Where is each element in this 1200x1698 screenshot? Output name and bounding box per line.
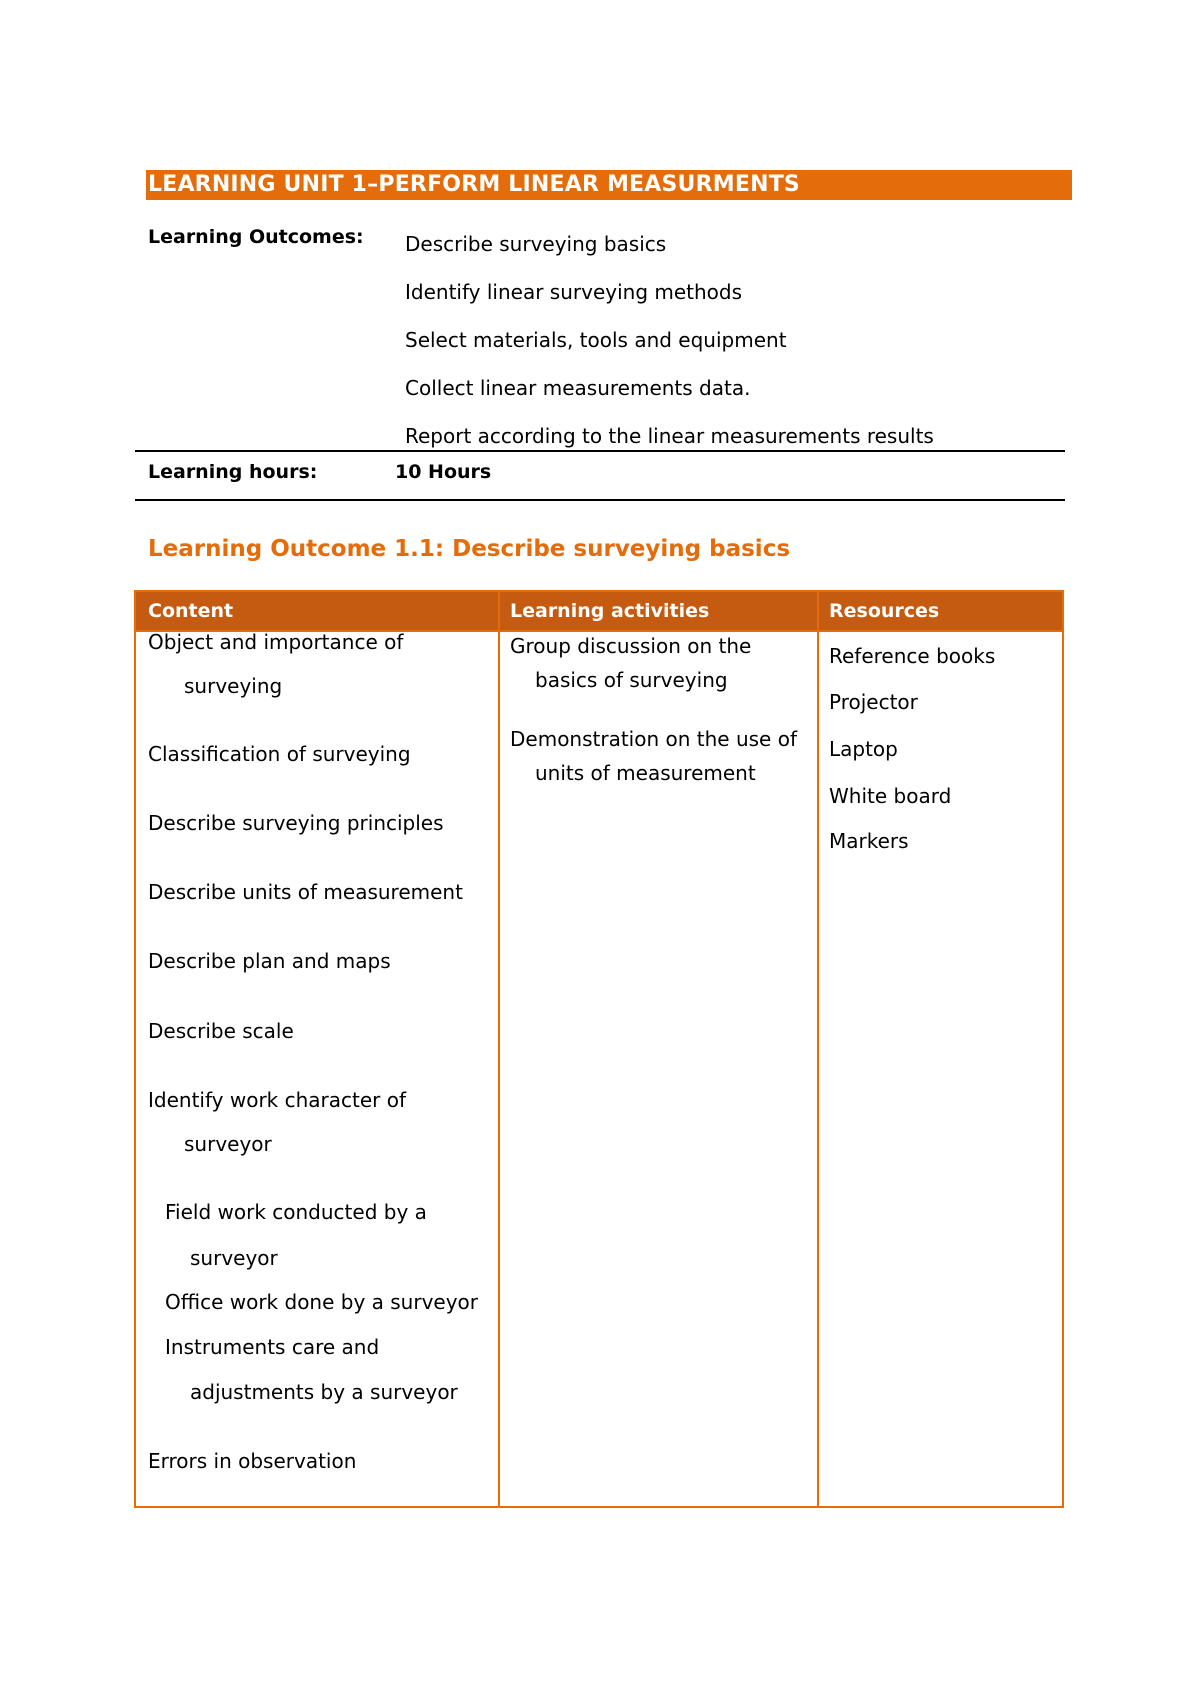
- resource-item: Laptop: [829, 737, 898, 761]
- activity-item: units of measurement: [535, 761, 756, 785]
- content-item: adjustments by a surveyor: [190, 1380, 458, 1404]
- column-divider: [817, 592, 819, 1506]
- activity-item: Group discussion on the: [510, 634, 752, 658]
- header-learning-activities: Learning activities: [510, 600, 710, 622]
- content-item: Describe surveying principles: [148, 811, 444, 835]
- learning-outcomes-list: [405, 230, 934, 470]
- outcome-table: [134, 590, 1064, 1508]
- unit-title: LEARNING UNIT 1–PERFORM LINEAR MEASURMENTS: [148, 172, 800, 197]
- content-item: Office work done by a surveyor: [165, 1290, 479, 1314]
- learning-outcomes-label: Learning Outcomes:: [148, 226, 364, 248]
- learning-hours-value: 10 Hours: [395, 461, 492, 483]
- learning-outcome-item: Report according to the linear measurements results: [405, 424, 934, 448]
- content-item: surveyor: [184, 1132, 272, 1156]
- content-item: Describe plan and maps: [148, 949, 391, 973]
- content-item: Field work conducted by a: [165, 1200, 427, 1224]
- resource-item: White board: [829, 784, 952, 808]
- column-divider: [498, 592, 500, 1506]
- resource-item: Markers: [829, 829, 909, 853]
- content-item: Classification of surveying: [148, 742, 411, 766]
- content-item: surveyor: [190, 1246, 278, 1270]
- content-item: Identify work character of: [148, 1088, 407, 1112]
- learning-outcome-item: Collect linear measurements data.: [405, 376, 751, 400]
- outcome-1-1-heading: Learning Outcome 1.1: Describe surveying basics: [148, 536, 791, 562]
- activity-item: Demonstration on the use of: [510, 727, 797, 751]
- content-item: Describe units of measurement: [148, 880, 463, 904]
- header-resources: Resources: [829, 600, 940, 622]
- content-item: Instruments care and: [165, 1335, 380, 1359]
- learning-outcome-item: Describe surveying basics: [405, 232, 667, 256]
- header-content: Content: [148, 600, 234, 622]
- learning-hours-label: Learning hours:: [148, 461, 318, 483]
- divider-top: [135, 450, 1065, 452]
- content-item: Object and importance of: [148, 630, 404, 654]
- divider-bottom: [135, 499, 1065, 501]
- learning-outcome-item: Select materials, tools and equipment: [405, 328, 787, 352]
- resource-item: Reference books: [829, 644, 996, 668]
- content-item: Describe scale: [148, 1019, 294, 1043]
- content-item: Errors in observation: [148, 1449, 357, 1473]
- content-item: surveying: [184, 674, 283, 698]
- resource-item: Projector: [829, 690, 918, 714]
- activity-item: basics of surveying: [535, 668, 728, 692]
- learning-outcome-item: Identify linear surveying methods: [405, 280, 743, 304]
